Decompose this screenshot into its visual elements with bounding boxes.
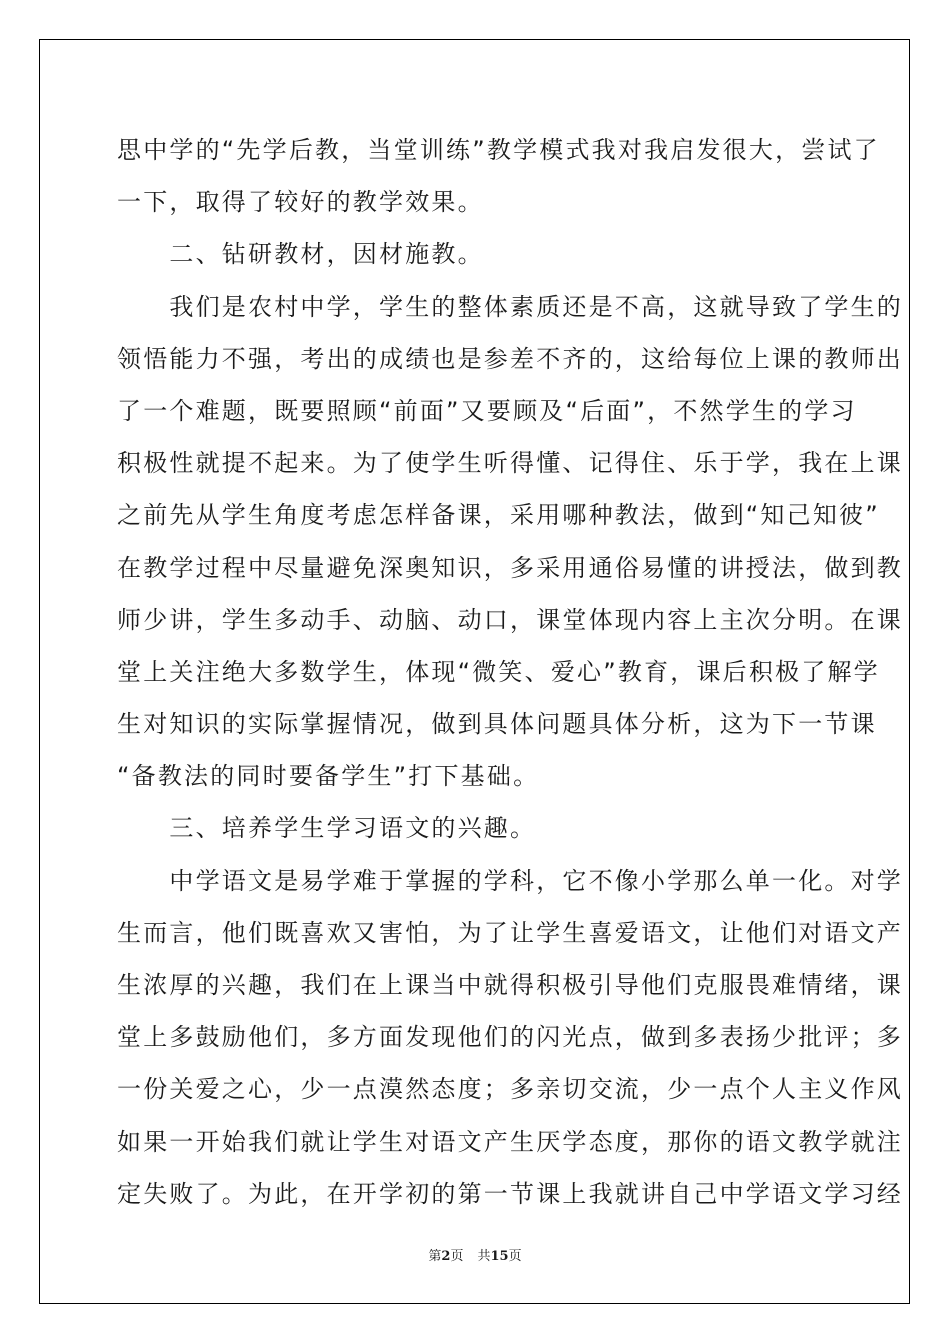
total-unit: 页 bbox=[508, 1249, 522, 1264]
text-line: 了一个难题，既要照顾“前面”又要顾及“后面”，不然学生的学习 bbox=[117, 396, 857, 425]
text-line: 积极性就提不起来。为了使学生听得懂、记得住、乐于学，我在上课 bbox=[117, 449, 903, 478]
text-line: 中学语文是易学难于掌握的学科，它不像小学那么单一化。对学 bbox=[117, 866, 903, 895]
text-line: 之前先从学生角度考虑怎样备课，采用哪种教法，做到“知己知彼” bbox=[117, 501, 880, 530]
text-line: 堂上多鼓励他们，多方面发现他们的闪光点，做到多表扬少批评；多 bbox=[117, 1023, 903, 1052]
text-line: 如果一开始我们就让学生对语文产生厌学态度，那你的语文教学就注 bbox=[117, 1127, 903, 1156]
page-footer bbox=[0, 1245, 950, 1264]
text-line: 生而言，他们既喜欢又害怕，为了让学生喜爱语文，让他们对语文产 bbox=[117, 918, 903, 947]
text-line: 定失败了。为此，在开学初的第一节课上我就讲自己中学语文学习经 bbox=[117, 1179, 903, 1208]
text-line: 领悟能力不强，考出的成绩也是参差不齐的，这给每位上课的教师出 bbox=[117, 344, 903, 373]
text-line: 思中学的“先学后教，当堂训练”教学模式我对我启发很大，尝试了 bbox=[117, 136, 880, 164]
document-body bbox=[117, 124, 903, 1220]
section-heading: 三、培养学生学习语文的兴趣。 bbox=[117, 814, 537, 843]
total-prefix: 共 bbox=[477, 1249, 491, 1264]
text-line: 一份关爱之心，少一点漠然态度；多亲切交流，少一点个人主义作风 bbox=[117, 1075, 903, 1104]
page-prefix: 第 bbox=[428, 1249, 442, 1264]
total-page-count: 15 bbox=[490, 1249, 509, 1264]
text-line: 师少讲，学生多动手、动脑、动口，课堂体现内容上主次分明。在课 bbox=[117, 605, 903, 634]
text-line: “备教法的同时要备学生”打下基础。 bbox=[117, 762, 540, 791]
text-line: 生对知识的实际掌握情况，做到具体问题具体分析，这为下一节课 bbox=[117, 710, 877, 739]
text-line: 堂上关注绝大多数学生，体现“微笑、爱心”教育，课后积极了解学 bbox=[117, 657, 880, 686]
page-unit: 页 bbox=[450, 1249, 464, 1264]
section-heading: 二、钻研教材，因材施教。 bbox=[117, 240, 484, 269]
text-line: 我们是农村中学，学生的整体素质还是不高，这就导致了学生的 bbox=[117, 292, 903, 321]
text-line: 生浓厚的兴趣，我们在上课当中就得积极引导他们克服畏难情绪，课 bbox=[117, 971, 903, 999]
text-line: 在教学过程中尽量避免深奥知识，多采用通俗易懂的讲授法，做到教 bbox=[117, 553, 903, 582]
current-page-number: 2 bbox=[441, 1249, 451, 1264]
text-line: 一下，取得了较好的教学效果。 bbox=[117, 188, 484, 217]
